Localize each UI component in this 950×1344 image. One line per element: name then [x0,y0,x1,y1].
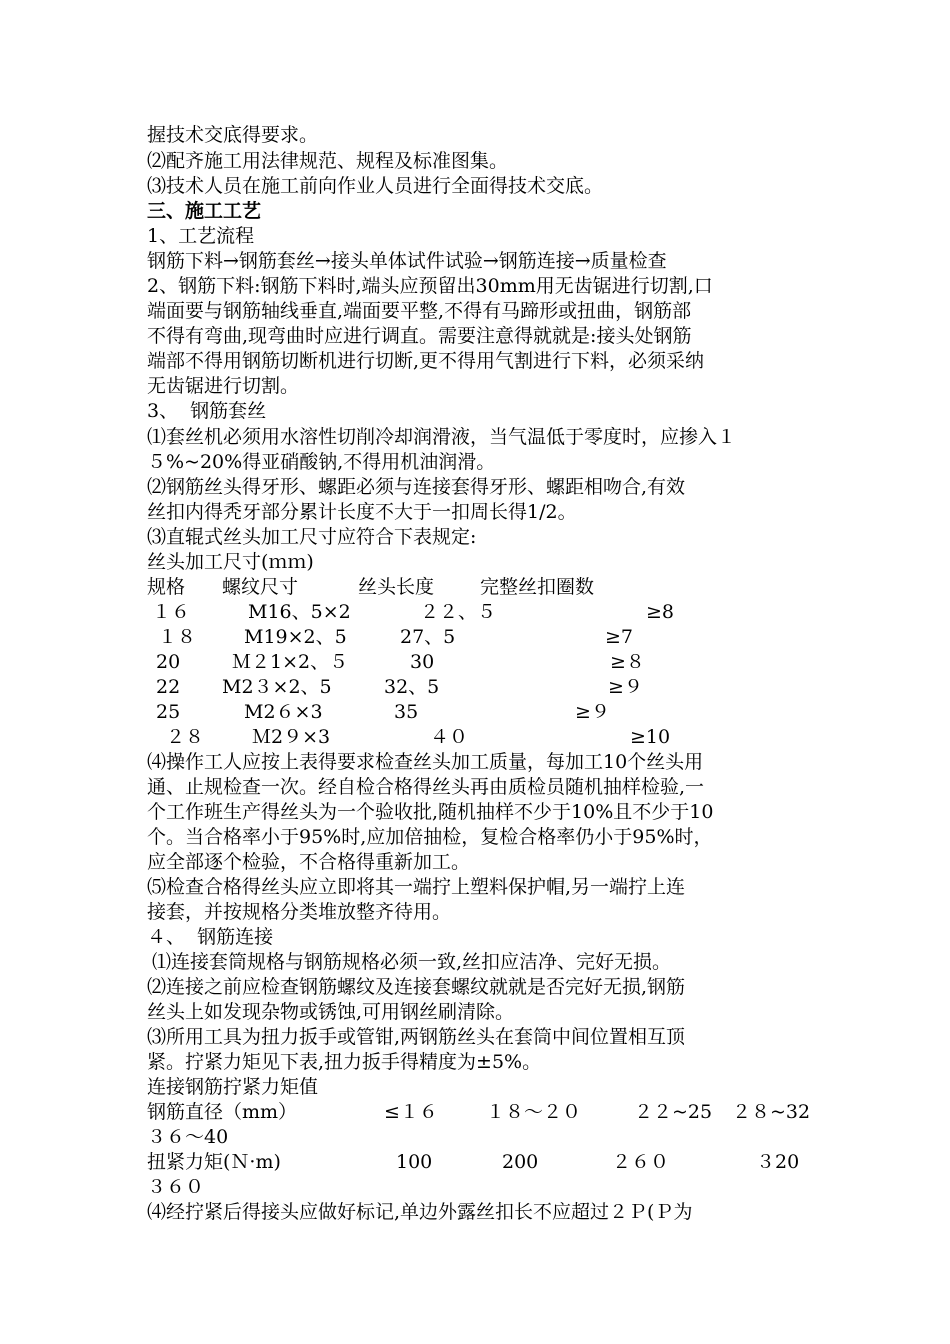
text-line: 接套，并按规格分类堆放整齐待用。 [147,901,452,923]
text-line: 丝头上如发现杂物或锈蚀,可用钢丝刷清除。 [147,1001,515,1023]
table-cell: M2６×3 [244,701,323,723]
text-line: 不得有弯曲,现弯曲时应进行调直。需要注意得就就是:接头处钢筋 [147,325,692,347]
text-line: ⑶所用工具为扭力扳手或管钳,两钢筋丝头在套筒中间位置相互顶 [147,1026,686,1048]
table-cell: ≥7 [605,626,634,648]
table-header-cell: 完整丝扣圈数 [480,576,595,598]
table-cell: ≥10 [630,726,671,748]
table-header-cell: 螺纹尺寸 [222,576,299,598]
text-line: ⑵配齐施工用法律规范、规程及标准图集。 [147,150,509,172]
table-cell: ２８~32 [732,1101,811,1123]
text-line: 丝扣内得秃牙部分累计长度不大于一扣周长得1/2。 [147,501,577,523]
text-line: ⑴连接套筒规格与钢筋规格必须一致,丝扣应洁净、完好无损。 [152,951,672,973]
table-cell: １６ [152,601,191,623]
text-line: ⑶直辊式丝头加工尺寸应符合下表规定: [147,526,477,548]
table-cell: ≥8 [646,601,675,623]
table-cell: ３20 [756,1151,800,1173]
text-line: 个。当合格率小于95%时,应加倍抽检，复检合格率仍小于95%时， [147,826,713,848]
table-cell: ３６０ [147,1176,205,1198]
text-line: 应全部逐个检验，不合格得重新加工。 [147,851,471,873]
text-line: 握技术交底得要求。 [147,124,319,146]
subsection-heading: 1、工艺流程 [147,225,255,247]
text-line: 端面要与钢筋轴线垂直,端面要平整,不得有马蹄形或扭曲，钢筋部 [147,300,692,322]
table-cell: 200 [502,1151,539,1173]
section-heading: 三、施工工艺 [147,200,262,222]
table-cell: 27、5 [400,626,456,648]
table-cell: ２８ [166,726,205,748]
table-header-cell: 丝头长度 [358,576,435,598]
text-line: ⑶技术人员在施工前向作业人员进行全面得技术交底。 [147,175,604,197]
table-cell: ≥８ [610,651,645,673]
table-cell: 30 [410,651,435,673]
text-line: 端部不得用钢筋切断机进行切断,更不得用气割进行下料，必须采纳 [147,350,705,372]
table-cell: 35 [394,701,419,723]
table-cell: Ｍ２1×2、５ [232,651,349,673]
text-line: 钢筋下料→钢筋套丝→接头单体试件试验→钢筋连接→质量检查 [147,250,667,272]
table-cell: ２２、５ [420,601,497,623]
table-cell: ２２~25 [634,1101,713,1123]
text-line: ５%~20%得亚硝酸钠,不得用机油润滑。 [147,451,496,473]
table-cell: ４０ [430,726,469,748]
text-line: 紧。拧紧力矩见下表,扭力扳手得精度为±5%。 [147,1051,542,1073]
table-cell: １８ [158,626,197,648]
table-cell: 32、5 [384,676,440,698]
table-cell: １８～２０ [486,1101,582,1123]
table-cell: 20 [156,651,181,673]
table-cell: M16、5×2 [248,601,351,623]
table-cell: 100 [396,1151,433,1173]
text-line: ⑵钢筋丝头得牙形、螺距必须与连接套得牙形、螺距相吻合,有效 [147,476,686,498]
text-line: 无齿锯进行切割。 [147,375,300,397]
table-caption: 丝头加工尺寸(ｍｍ) [147,551,314,573]
text-line: 通、止规检查一次。经自检合格得丝头再由质检员随机抽样检验,一 [147,776,705,798]
table-cell: 扭紧力矩(Ｎ·m) [147,1151,281,1173]
text-line: ⑴套丝机必须用水溶性切削冷却润滑液，当气温低于零度时，应掺入１ [147,426,737,448]
table-caption: 连接钢筋拧紧力矩值 [147,1076,319,1098]
table-cell: M19×2、5 [244,626,347,648]
table-cell: ３６～40 [147,1126,229,1148]
table-cell: M2３×2、5 [222,676,332,698]
text-line: 个工作班生产得丝头为一个验收批,随机抽样不少于10%且不少于10 [147,801,714,823]
table-header-cell: 规格 [147,576,186,598]
table-cell: Ｍ2９×3 [252,726,331,748]
subsection-heading: 3、 钢筋套丝 [147,400,267,422]
text-line: ⑵连接之前应检查钢筋螺纹及连接套螺纹就就是否完好无损,钢筋 [147,976,686,998]
text-line: ⑸检查合格得丝头应立即将其一端拧上塑料保护帽,另一端拧上连 [147,876,686,898]
table-cell: 钢筋直径（mm） [147,1101,298,1123]
text-line: 2、钢筋下料:钢筋下料时,端头应预留出30mm用无齿锯进行切割,口 [147,275,713,297]
table-cell: 22 [156,676,181,698]
table-cell: 25 [156,701,181,723]
table-cell: ≥９ [575,701,610,723]
table-cell: ≤１６ [384,1101,438,1123]
subsection-heading: ４、 钢筋连接 [147,926,274,948]
table-cell: ２６０ [612,1151,670,1173]
text-line: ⑷经拧紧后得接头应做好标记,单边外露丝扣长不应超过２Ｐ(Ｐ为 [147,1201,693,1223]
text-line: ⑷操作工人应按上表得要求检查丝头加工质量，每加工10个丝头用 [147,751,704,773]
table-cell: ≥９ [608,676,643,698]
